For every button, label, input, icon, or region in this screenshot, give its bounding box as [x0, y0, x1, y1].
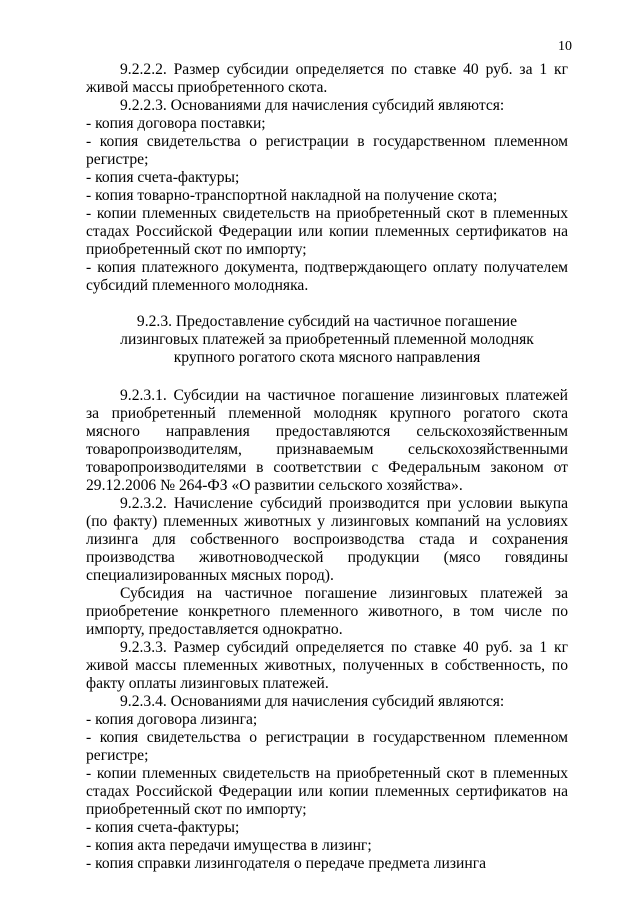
paragraph-9-2-3-1: 9.2.3.1. Субсидии на частичное погашение лизинговых платежей за приобретенный племенной молодняк крупного рогатого скота мясного направления предоставляются сельскохозяйственным товаропроизводителям, признаваемым сельскохозяйственными товаропроизводителями в соответствии с Федеральным законом от 29.12.2006 № 264-ФЗ «О развитии сельского хозяйства». — [86, 387, 568, 494]
list-item-transfer-act: - копия акта передачи имущества в лизинг; — [86, 837, 372, 854]
paragraph-9-2-2-3: 9.2.2.3. Основаниями для начисления субсидий являются: — [120, 97, 505, 114]
paragraph-9-2-3-4: 9.2.3.4. Основаниями для начисления субсидий являются: — [120, 693, 505, 710]
heading-line-1: 9.2.3. Предоставление субсидий на частичное погашение — [136, 313, 518, 330]
document-body — [86, 61, 568, 873]
list-item-registry-certificate-2: - копия свидетельства о регистрации в государственном племенном регистре; — [86, 729, 568, 764]
paragraph-9-2-3-3: 9.2.3.3. Размер субсидий определяется по ставке 40 руб. за 1 кг живой массы племенных животных, полученных в собственность, по факту оплаты лизинговых платежей. — [86, 639, 568, 692]
heading-line-2: лизинговых платежей за приобретенный племенной молодняк — [120, 331, 534, 348]
paragraph-9-2-2-2: 9.2.2.2. Размер субсидии определяется по ставке 40 руб. за 1 кг живой массы приобретенного скота. — [86, 61, 568, 96]
list-item-invoice: - копия счета-фактуры; — [86, 169, 240, 186]
paragraph-9-2-3-2: 9.2.3.2. Начисление субсидий производится при условии выкупа (по факту) племенных животных у лизинговых компаний на условиях лизинга для собственного воспроизводства стада и сохранения производства животноводческой продукции (мясо говядины специализированных мясных пород). — [86, 495, 568, 584]
paragraph-subsidy-once: Субсидия на частичное погашение лизинговых платежей за приобретение конкретного племенного животного, в том числе по импорту, предоставляется однократно. — [86, 585, 568, 638]
heading-line-3: крупного рогатого скота мясного направления — [173, 349, 481, 366]
list-item-leasing-contract: - копия договора лизинга; — [86, 711, 258, 728]
list-item-breeding-certificates-2: - копии племенных свидетельств на приобретенный скот в племенных стадах Российской Федерации или копии племенных сертификатов на приобретенный скот по импорту; — [86, 765, 568, 818]
section-heading — [86, 313, 568, 367]
list-item-waybill: - копия товарно-транспортной накладной на получение скота; — [86, 187, 498, 204]
list-item-invoice-2: - копия счета-фактуры; — [86, 819, 240, 836]
list-item-lessor-certificate: - копия справки лизингодателя о передаче предмета лизинга — [86, 855, 487, 872]
list-item-registry-certificate: - копия свидетельства о регистрации в государственном племенном регистре; — [86, 133, 568, 168]
list-item-supply-contract: - копия договора поставки; — [86, 115, 266, 132]
list-item-payment-document: - копия платежного документа, подтверждающего оплату получателем субсидий племенного молодняка. — [86, 259, 568, 294]
list-item-breeding-certificates: - копии племенных свидетельств на приобретенный скот в племенных стадах Российской Федерации или копии племенных сертификатов на приобретенный скот по импорту; — [86, 205, 568, 258]
page-number: 10 — [558, 39, 572, 54]
